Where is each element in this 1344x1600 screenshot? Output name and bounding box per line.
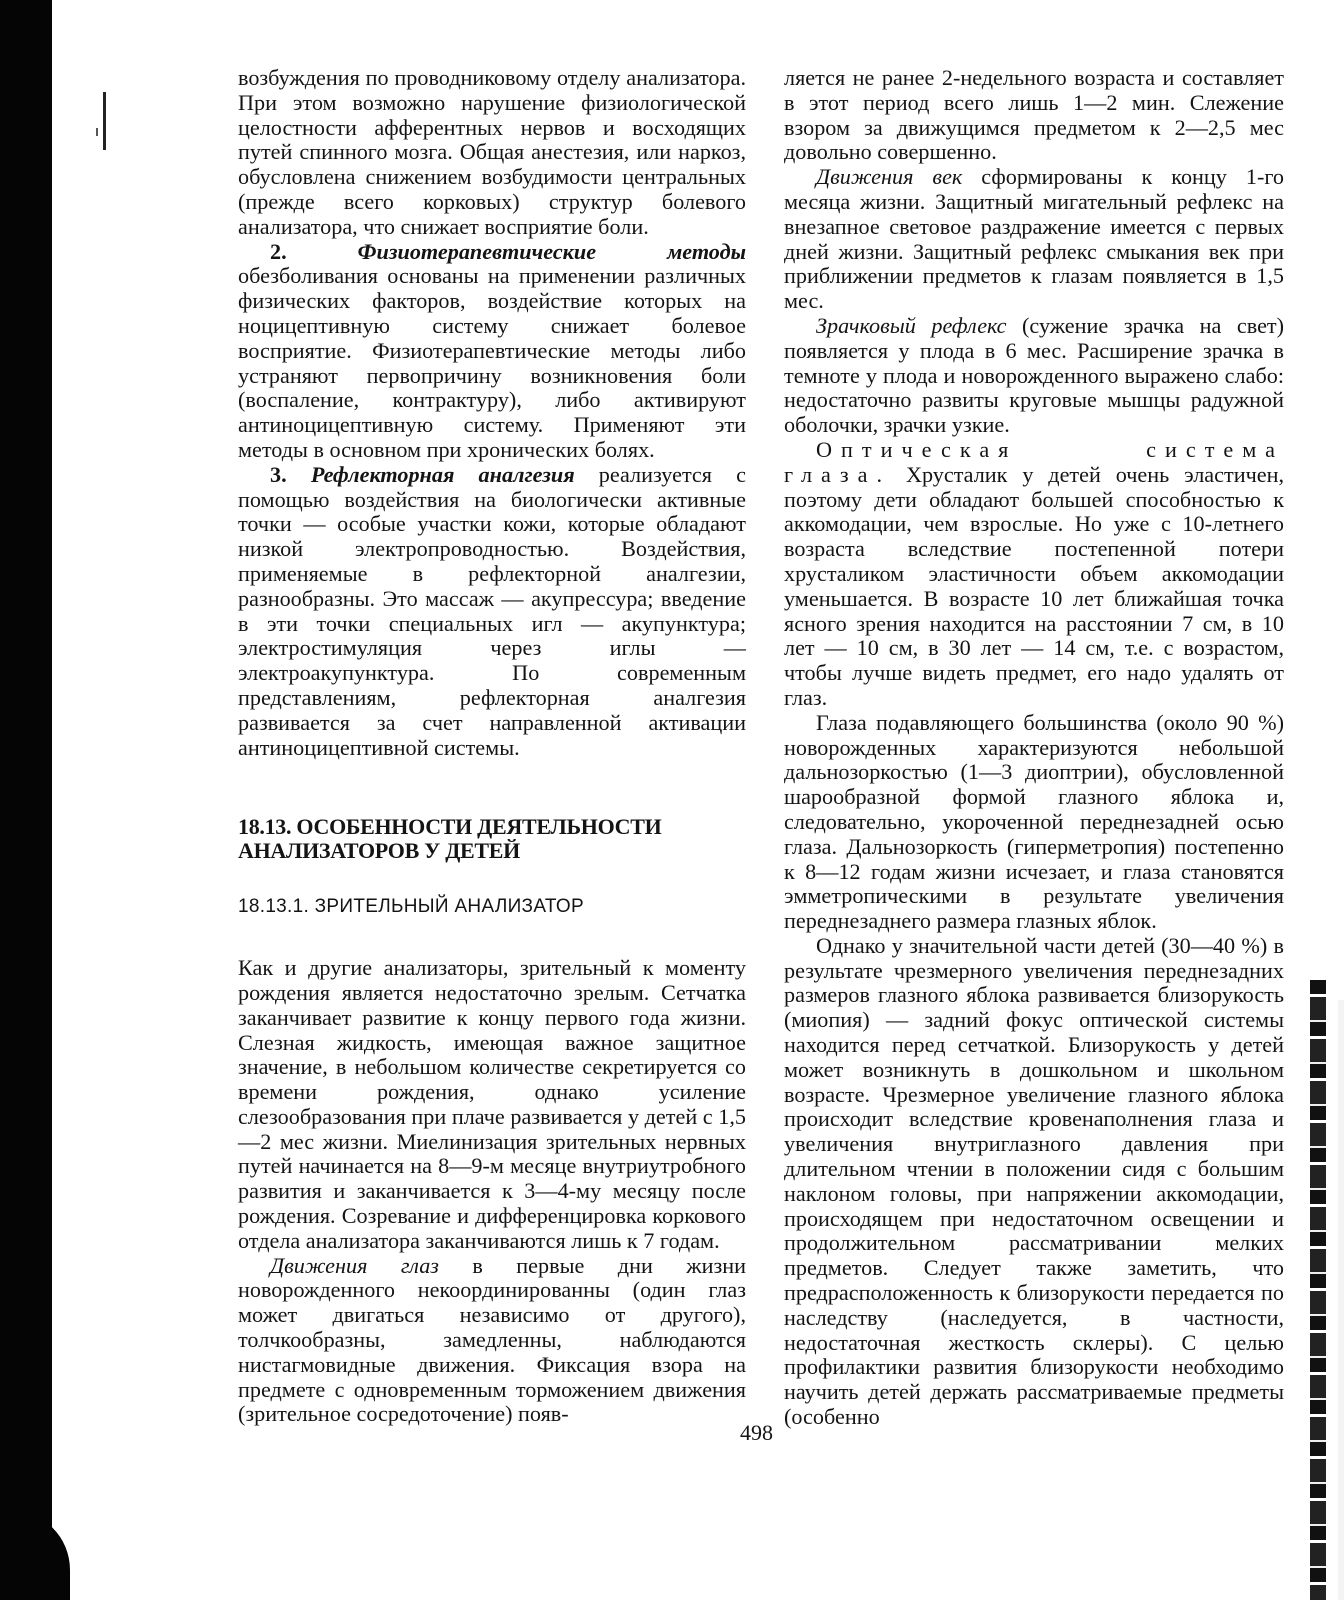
subsection-heading: 18.13.1. ЗРИТЕЛЬНЫЙ АНАЛИЗАТОР: [238, 896, 584, 918]
scan-border-left: [0, 0, 52, 1600]
paragraph-text: Хрусталик у детей очень эластичен, поэтому дети обладают большей способностью к аккомодации, чем взрослые. Но уже с 10-летнего возраста вследствие постепенной потери хрусталиком эластичности объем аккомодации уменьшается. В возрасте 10 лет ближайшая точка ясного зрения находится на расстоянии 7 см, в 10 лет — 10 см, в 30 лет — 14 см, т.е. с возрастом, чтобы лучше видеть предмет, его надо удалять от глаз.: [784, 461, 1284, 710]
scan-mark-small: [96, 128, 98, 136]
scan-border-right-thin: [1338, 1000, 1344, 1600]
paragraph: [238, 463, 746, 761]
paragraph-text: (сужение зрачка на свет) появляется у плода в 6 мес. Расширение зрачка в темноте у плода и новорожденного выражено слабо: недостаточно развиты круговые мышцы радужной оболочки, зрачки узкие.: [784, 312, 1285, 438]
term-emphasis: Физиотерапевтические методы: [357, 238, 746, 264]
paragraph-text: обезболивания основаны на применении различных физических факторов, воздействие которых на ноцицептивную систему снижает болевое восприятие. Физиотерапевтические методы либо устраняют первопричину возникновения боли (воспаление, контрактуру), либо активируют антиноцицептивную систему. Применяют эти методы в основном при хронических болях.: [238, 263, 746, 462]
term-emphasis: Зрачковый рефлекс: [816, 312, 1007, 338]
term-spaced: Оптическая система глаза.: [784, 436, 1284, 487]
paragraph: [784, 165, 1284, 314]
paragraph: [238, 1254, 746, 1428]
paragraph: [784, 438, 1284, 711]
paragraph-text: сформированы к концу 1-го месяца жизни. Защитный мигательный рефлекс на внезапное световое раздражение имеется с первых дней жизни. Защитный рефлекс смыкания век при приближении предметов к глазам появляется в 1,5 мес.: [784, 164, 1284, 314]
section-heading: [238, 815, 746, 863]
paragraph-text: реализуется с помощью воздействия на биологически активные точки — особые участки кожи, которые обладают низкой электропроводностью. Воздействия, применяемые в рефлекторной аналгезии, разнообразны. Это массаж — акупрессура; введение в эти точки специальных игл — акупунктура; электростимуляция через иглы — электроакупунктура. По современным представлениям, рефлекторная аналгезия развивается за счет направленной активации антиноцицептивной системы.: [238, 461, 746, 760]
scan-mark: [103, 92, 106, 150]
paragraph: ляется не ранее 2-недельного возраста и составляет в этот период всего лишь 1—2 мин. Слежение взором за движущимся предметом к 2—2,5 мес довольно совершенно.: [784, 65, 1284, 165]
section-heading-line: 18.13. ОСОБЕННОСТИ ДЕЯТЕЛЬНОСТИ: [238, 814, 662, 840]
paragraph: Глаза подавляющего большинства (около 90 %) новорожденных характеризуются небольшой дальнозоркостью (1—3 диоптрии), обусловленной шарообразной формой глазного яблока и, следовательно, укороченной переднезадней осью глаза. Дальнозоркость (гиперметропия) постепенно к 8—12 годам жизни исчезает, и глаза становятся эмметропическими в результате увеличения переднезаднего размера глазных яблок.: [784, 709, 1284, 934]
left-column: [238, 66, 746, 1427]
term-emphasis: Движения век: [816, 164, 963, 190]
list-number: 2.: [270, 238, 358, 264]
term-emphasis: Движения глаз: [270, 1252, 439, 1278]
list-number: 3.: [270, 461, 311, 487]
term-emphasis: Рефлекторная аналгезия: [310, 461, 575, 487]
paragraph: [784, 314, 1284, 438]
right-column: [784, 66, 1284, 1430]
paragraph: [238, 240, 746, 463]
paragraph: возбуждения по проводниковому отделу анализатора. При этом возможно нарушение физиологической целостности афферентных нервов и восходящих путей спинного мозга. Общая анестезия, или наркоз, обусловлена снижением возбудимости центральных (прежде всего корковых) структур болевого анализатора, что снижает восприятие боли.: [238, 65, 746, 239]
page-number: 498: [740, 1420, 773, 1445]
section-heading-line: АНАЛИЗАТОРОВ У ДЕТЕЙ: [238, 838, 520, 864]
paragraph: Как и другие анализаторы, зрительный к моменту рождения является недостаточно зрелым. Сетчатка заканчивает развитие к концу первого года жизни. Слезная жидкость, имеющая важное защитное значение, в небольшом количестве секретируется со времени рождения, однако усиление слезообразования при плаче развивается у детей с 1,5—2 мес жизни. Миелинизация зрительных нервных путей начинается на 8—9-м месяце внутриутробного развития и заканчивается к 3—4-му месяцу после рождения. Созревание и дифференцировка коркового отдела анализатора заканчиваются лишь к 7 годам.: [238, 955, 746, 1253]
paragraph: Однако у значительной части детей (30—40 %) в результате чрезмерного увеличения переднезадних размеров глазного яблока развивается близорукость (миопия) — задний фокус оптической системы находится перед сетчаткой. Близорукость у детей может возникнуть в дошкольном и школьном возрасте. Чрезмерное увеличение глазного яблока происходит вследствие кровенаполнения глаза и увеличения внутриглазного давления при длительном чтении в положении сидя с большим наклоном головы, при напряжении аккомодации, происходящем при недостаточном освещении и продолжительном рассматривании мелких предметов. Следует также заметить, что предрасположенность к близорукости передается по наследству (наследуется, в частности, недостаточная жесткость склеры). С целью профилактики развития близорукости необходимо научить детей держать рассматриваемые предметы (особенно: [784, 932, 1284, 1430]
paragraph-text: в первые дни жизни новорожденного некоординированны (один глаз может двигаться независимо от другого), толчкообразны, замедленны, наблюдаются нистагмовидные движения. Фиксация взора на предмете с одновременным торможением движения (зрительное сосредоточение) появ-: [238, 1252, 746, 1427]
scan-border-right: [1310, 980, 1326, 1600]
